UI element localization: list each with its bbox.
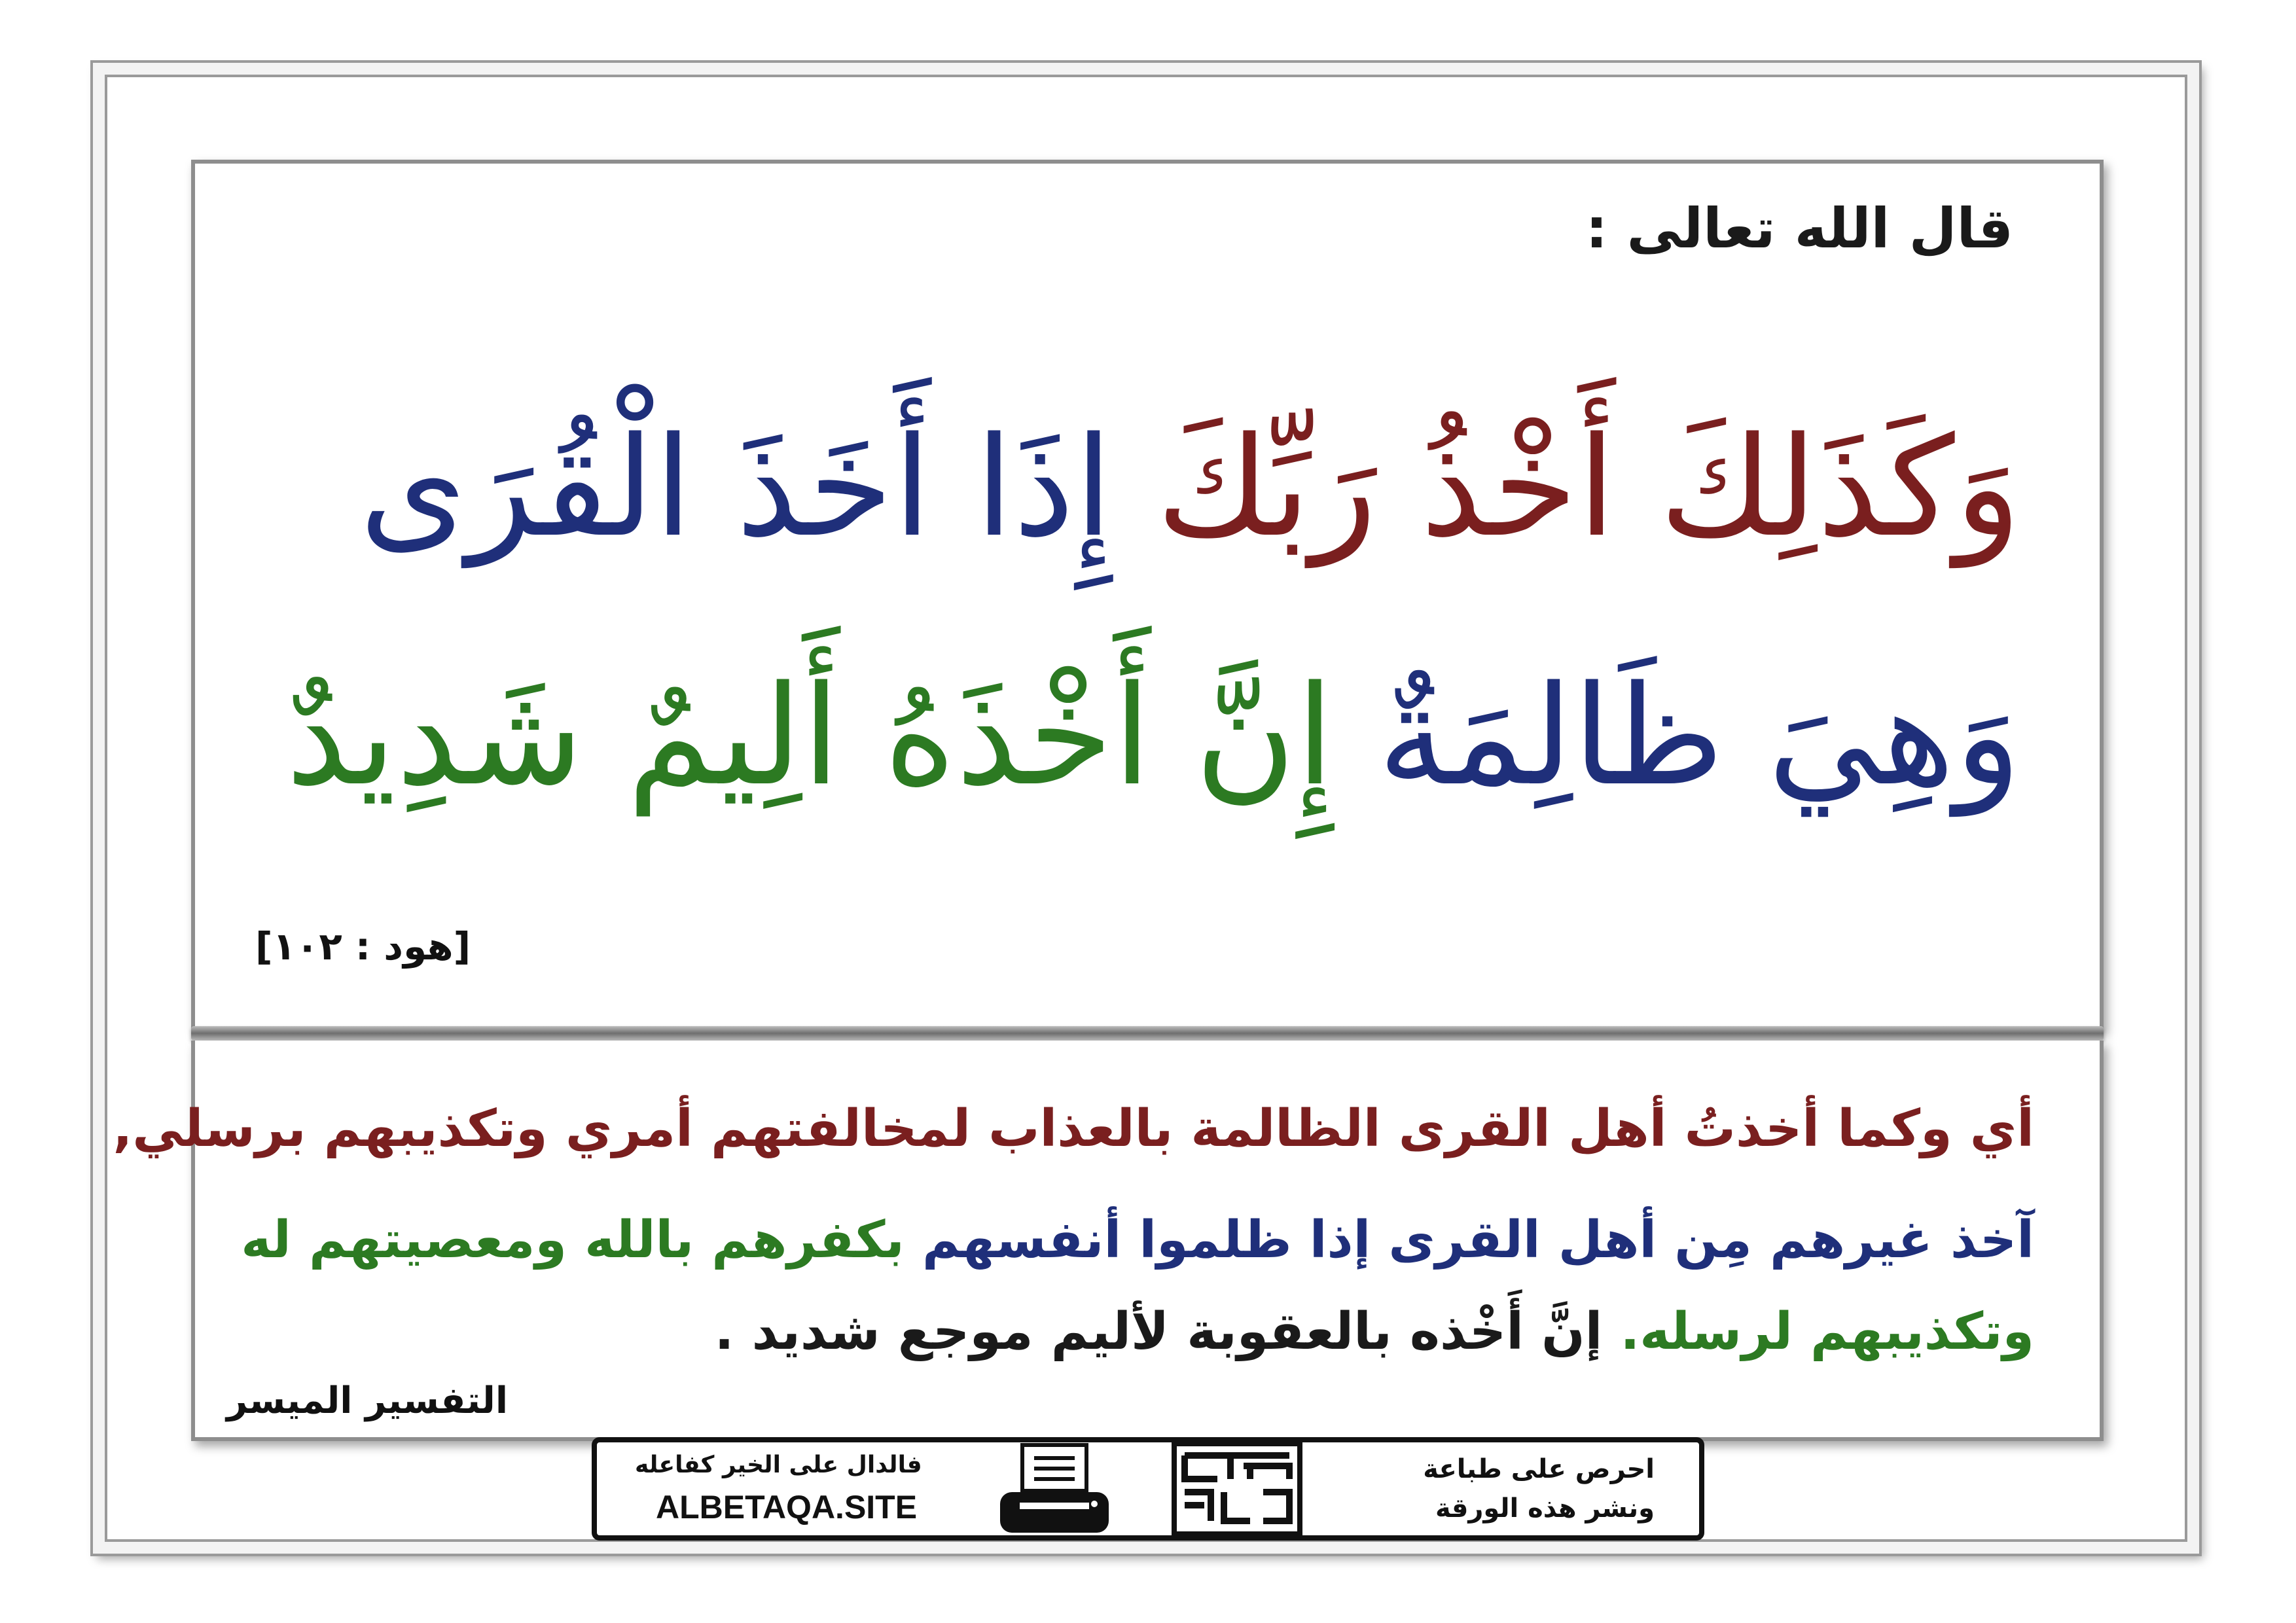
verse-line-2	[285, 656, 2021, 816]
verse-segment: وَكَذَلِكَ أَخْذُ رَبِّكَ	[1112, 407, 2021, 567]
site-link[interactable]: ALBETAQA.SITE	[656, 1489, 918, 1525]
tafsir-segment: وتكذيبهم لرسله.	[1602, 1302, 2034, 1361]
printer-icon	[996, 1440, 1113, 1543]
banner-note-line-1: احرص على طباعة	[1423, 1454, 1655, 1484]
tafsir-segment: إنَّ أَخْذه بالعقوبة لأليم موجع شديد .	[714, 1302, 1603, 1361]
tafsir-segment: آخذ غيرهم مِن أهل القرى إذا ظلموا أنفسهم	[904, 1211, 2034, 1270]
verse-segment: إِنَّ أَخْذَهُ أَلِيمٌ شَدِيدٌ	[285, 656, 1335, 816]
verse-reference: [هود : ١٠٢]	[255, 924, 471, 969]
tafsir-line-1: أي وكما أخذتُ أهل القرى الظالمة بالعذاب لمخالفتهم أمري وتكذيبهم برسلي,	[113, 1099, 2034, 1158]
verse-segment: وَهِيَ ظَالِمَةٌ	[1334, 656, 2021, 816]
panel-separator	[191, 1026, 2104, 1041]
verse-line-1	[359, 407, 2021, 567]
verse-intro: قال الله تعالى :	[1585, 196, 2013, 260]
tafsir-source: التفسير الميسر	[226, 1380, 509, 1422]
banner-underline-left	[1100, 1537, 1139, 1541]
verse-panel	[191, 160, 2104, 1031]
logo-mark	[1172, 1440, 1302, 1538]
tafsir-line-3	[715, 1302, 2034, 1361]
tafsir-segment: بكفرهم بالله ومعصيتهم له	[241, 1211, 905, 1270]
tafsir-line-2	[241, 1211, 2034, 1270]
verse-segment: إِذَا أَخَذَ الْقُرَى	[359, 407, 1113, 567]
banner-note-line-2: ونشر هذه الورقة	[1435, 1493, 1655, 1524]
banner-caption: فالدال على الخير كفاعله	[635, 1452, 922, 1478]
